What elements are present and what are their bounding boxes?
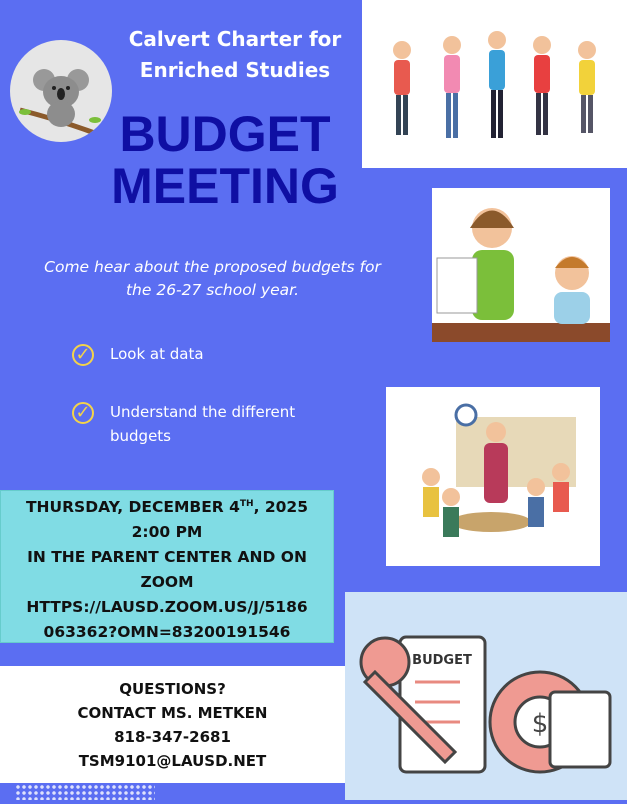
contact-info xyxy=(0,666,345,783)
bullet-text: Understand the different xyxy=(110,403,296,421)
bullet-item xyxy=(110,400,350,448)
check-icon: ✓ xyxy=(72,402,94,424)
contact-heading: QUESTIONS? xyxy=(119,680,226,698)
intro-line: Come hear about the proposed budgets for xyxy=(44,258,381,276)
students-jumping-image xyxy=(362,0,627,168)
date-suffix: TH xyxy=(239,499,254,509)
teacher-student-image xyxy=(432,188,610,342)
dot-pattern xyxy=(15,784,155,800)
date-text: THURSDAY, DECEMBER 4 xyxy=(25,498,240,517)
school-name xyxy=(110,24,360,86)
school-name-line: Enriched Studies xyxy=(139,58,331,82)
zoom-link[interactable]: HTTPS://LAUSD.ZOOM.US/J/5186 xyxy=(26,598,308,617)
budget-label: BUDGET xyxy=(412,653,472,668)
classroom-image xyxy=(386,387,600,566)
bullet-text: Look at data xyxy=(110,345,204,363)
intro-text xyxy=(10,256,415,302)
intro-line: the 26-27 school year. xyxy=(125,281,300,299)
page-title xyxy=(90,108,360,212)
contact-name: CONTACT MS. METKEN xyxy=(77,704,268,722)
budget-illustration xyxy=(345,592,627,800)
event-location: ZOOM xyxy=(140,573,194,592)
title-line: BUDGET xyxy=(119,106,331,162)
event-date xyxy=(1,492,333,520)
title-line: MEETING xyxy=(111,158,339,214)
event-details xyxy=(0,490,334,643)
event-time: 2:00 PM xyxy=(131,523,203,542)
school-name-line: Calvert Charter for xyxy=(128,27,342,51)
contact-phone: 818-347-2681 xyxy=(114,728,231,746)
bullet-text: budgets xyxy=(110,427,171,445)
date-year: , 2025 xyxy=(253,498,309,517)
svg-text:$: $ xyxy=(531,709,549,739)
zoom-link[interactable]: 063362?OMN=83200191546 xyxy=(43,623,291,642)
check-icon: ✓ xyxy=(72,344,94,366)
bullet-item xyxy=(110,342,350,366)
event-location: IN THE PARENT CENTER AND ON xyxy=(27,548,307,567)
contact-email[interactable]: TSM9101@LAUSD.NET xyxy=(78,752,267,770)
